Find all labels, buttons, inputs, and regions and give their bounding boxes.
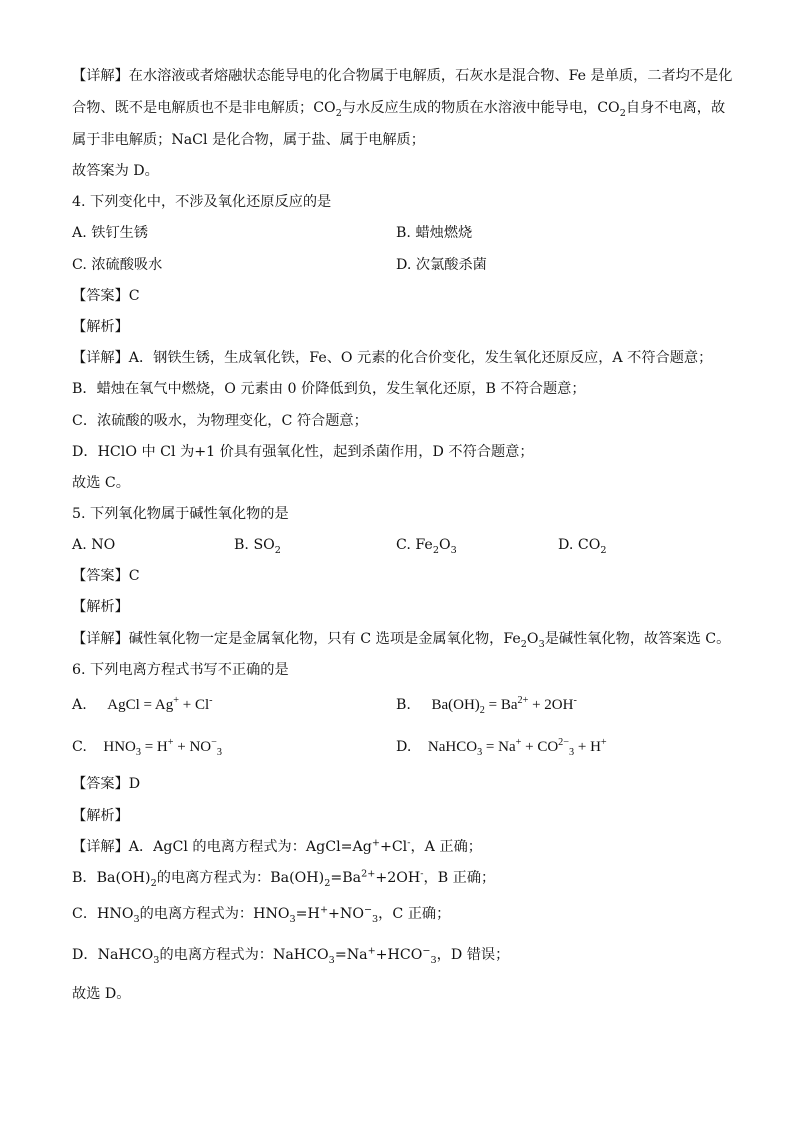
q6-detail-d: D．NaHCO$_3$的电离方程式为：$NaHCO_3=Na^++HCO^-_3$，D 错误；	[72, 945, 510, 966]
q6-detail-a: 【详解】A．AgCl 的电离方程式为：AgCl=Ag++Cl-，A 正确；	[72, 837, 482, 855]
q3-conclusion: 故答案为 D。	[72, 163, 159, 179]
q6-stem: 6. 下列电离方程式书写不正确的是	[72, 662, 289, 678]
q4-analysis-label: 【解析】	[72, 319, 129, 335]
q4-answer: 【答案】C	[72, 288, 140, 304]
q3-detail-line2: 合物、既不是电解质也不是非电解质；$CO_2$与水反应生成的物质在水溶液中能导电，$CO_2$自身不电离，故	[72, 100, 726, 119]
q4-detail-d: D．HClO 中 Cl 为+1 价具有强氧化性，起到杀菌作用，D 不符合题意；	[72, 444, 534, 460]
q4-detail-b: B．蜡烛在氧气中燃烧，O 元素由 0 价降低到负，发生氧化还原，B 不符合题意；	[72, 381, 586, 397]
q6-conclusion: 故选 D。	[72, 986, 131, 1002]
q5-option-a: A. NO	[72, 537, 116, 553]
q6-detail-b: B．$Ba(OH)_2$的电离方程式为：$Ba(OH)_2=Ba^{2+}+2OH^-$，B 正确；	[72, 868, 496, 889]
q6-detail-c: C．$HNO_3$的电离方程式为：$HNO_3=H^++NO^-_3$，C 正确；	[72, 904, 451, 925]
q6-option-d: D. NaHCO$_3$ = $Na^+ + CO^{2-}_3 + H^+$	[396, 737, 607, 758]
q6-answer: 【答案】D	[72, 776, 141, 792]
q5-option-d: D. $CO_2$	[558, 537, 607, 556]
q6-option-a: A. AgCl = Ag+ + Cl-	[72, 695, 213, 713]
q4-option-b: B. 蜡烛燃烧	[396, 225, 473, 241]
q4-option-a: A. 铁钉生锈	[72, 225, 149, 241]
q5-stem: 5. 下列氧化物属于碱性氧化物的是	[72, 506, 289, 522]
q3-detail-line1: 【详解】在水溶液或者熔融状态能导电的化合物属于电解质，石灰水是混合物、Fe 是单质，二者均不是化	[72, 68, 733, 84]
q3-detail-line3: 属于非电解质；NaCl 是化合物，属于盐、属于电解质；	[72, 132, 425, 148]
q6-option-c: C. $HNO_3 = H^+ + NO^-_3$	[72, 737, 222, 758]
q5-answer: 【答案】C	[72, 568, 140, 584]
q4-detail-c: C．浓硫酸的吸水，为物理变化，C 符合题意；	[72, 413, 368, 429]
q4-conclusion: 故选 C。	[72, 475, 130, 491]
q4-option-c: C. 浓硫酸吸水	[72, 257, 163, 273]
q4-stem: 4. 下列变化中，不涉及氧化还原反应的是	[72, 194, 332, 210]
q5-analysis-label: 【解析】	[72, 599, 129, 615]
q4-detail-a: 【详解】A．钢铁生锈，生成氧化铁，Fe、O 元素的化合价变化，发生氧化还原反应，A 不符合题意；	[72, 350, 713, 366]
q4-option-d: D. 次氯酸杀菌	[396, 257, 487, 273]
q5-option-b: B. $SO_2$	[234, 537, 281, 556]
q6-analysis-label: 【解析】	[72, 808, 129, 824]
q5-option-c: C. $Fe_2O_3$	[396, 537, 457, 556]
q5-detail: 【详解】碱性氧化物一定是金属氧化物，只有 C 选项是金属氧化物，$Fe_2O_3$是碱性氧化物，故答案选 C。	[72, 631, 731, 650]
q6-option-b: B. $Ba(OH)_2 = Ba^{2+} + 2OH^-$	[396, 695, 577, 716]
